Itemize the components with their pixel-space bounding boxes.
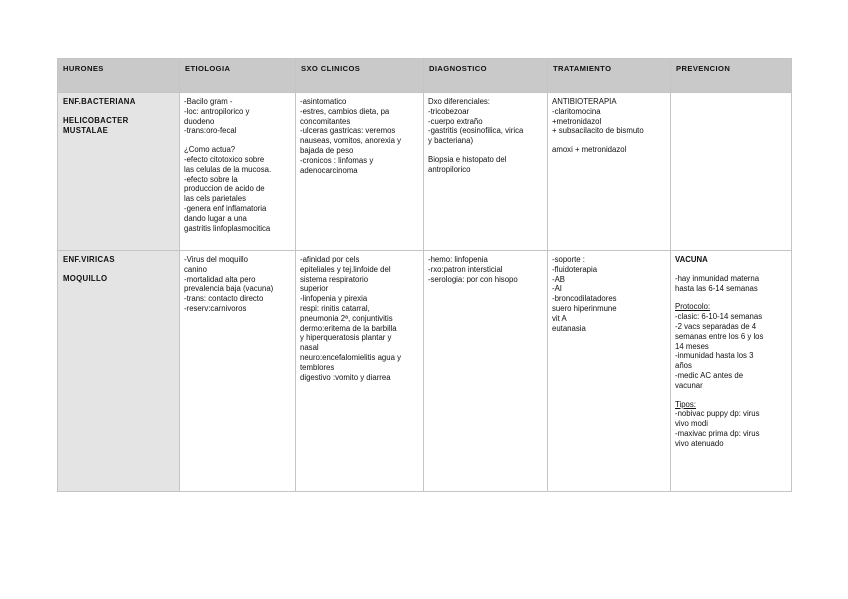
cell-line: -AI bbox=[552, 284, 562, 294]
diseases-table bbox=[57, 58, 792, 492]
cell-line: -serologia: por con hisopo bbox=[428, 274, 518, 284]
prevencion-cell bbox=[671, 93, 792, 251]
cell-line: -loc: antropilorico y bbox=[184, 106, 250, 116]
disease-subtitle: HELICOBACTER bbox=[63, 115, 129, 125]
text-group bbox=[552, 97, 666, 136]
cell-line: suero hiperinmune bbox=[552, 303, 617, 313]
header-hurones: HURONES bbox=[58, 59, 180, 93]
cell-line: años bbox=[675, 361, 692, 371]
etiologia-cell bbox=[180, 251, 296, 492]
diagnostico-cell bbox=[424, 251, 548, 492]
prevencion-cell bbox=[671, 251, 792, 492]
text-group bbox=[300, 255, 419, 382]
disease-subtitle: MOQUILLO bbox=[63, 273, 108, 283]
cell-line: duodeno bbox=[184, 116, 215, 126]
text-group bbox=[184, 145, 291, 233]
header-etiologia: ETIOLOGIA bbox=[180, 59, 296, 93]
cell-line: -broncodilatadores bbox=[552, 294, 617, 304]
cell-line: pneumonia 2ª, conjuntivitis bbox=[300, 313, 393, 323]
cell-line: Biopsia e histopato del bbox=[428, 154, 507, 164]
cell-line: + subsacilacito de bismuto bbox=[552, 126, 644, 136]
cell-line: -trans:oro-fecal bbox=[184, 126, 237, 136]
table-row bbox=[58, 93, 792, 251]
cell-line: nauseas, vomitos, anorexia y bbox=[300, 136, 401, 146]
cell-line: -trans: contacto directo bbox=[184, 294, 264, 304]
cell-line: bajada de peso bbox=[300, 145, 354, 155]
spacer bbox=[184, 136, 291, 145]
text-group bbox=[675, 312, 787, 390]
disease-subtitle: MUSTALAE bbox=[63, 125, 109, 135]
cell-line: vivo atenuado bbox=[675, 438, 724, 448]
cell-line: prevalencia baja (vacuna) bbox=[184, 284, 274, 294]
cell-line: -efecto citotoxico sobre bbox=[184, 154, 265, 164]
cell-line: ¿Como actua? bbox=[184, 145, 236, 155]
cell-line: -cronicos : linfomas y bbox=[300, 155, 374, 165]
diagnostico-cell bbox=[424, 93, 548, 251]
cell-line: -tricobezoar bbox=[428, 106, 470, 116]
cell-line: vit A bbox=[552, 313, 567, 323]
spacer bbox=[552, 136, 666, 145]
cell-line: -nobivac puppy dp: virus bbox=[675, 409, 760, 419]
etiologia-cell bbox=[180, 93, 296, 251]
cell-line: hasta las 6-14 semanas bbox=[675, 283, 758, 293]
cell-line: vivo modi bbox=[675, 419, 708, 429]
text-group bbox=[552, 145, 666, 155]
text-group bbox=[184, 255, 291, 314]
header-row bbox=[58, 59, 792, 93]
cell-line: -efecto sobre la bbox=[184, 174, 238, 184]
spacer bbox=[63, 265, 175, 274]
cell-line: ANTIBIOTERAPIA bbox=[552, 97, 617, 106]
cell-line: -Virus del moquillo bbox=[184, 255, 248, 264]
cell-line: +metronidazol bbox=[552, 116, 602, 126]
text-group bbox=[675, 274, 787, 294]
header-sxo-clinicos: SXO CLINICOS bbox=[296, 59, 424, 93]
spacer bbox=[63, 107, 175, 116]
cell-line: y bacteriana) bbox=[428, 136, 474, 146]
cell-line: -reserv:carnivoros bbox=[184, 303, 247, 313]
cell-line: superior bbox=[300, 284, 329, 294]
disease-title: ENF.VIRICAS bbox=[63, 255, 115, 264]
cell-line: -2 vacs separadas de 4 bbox=[675, 321, 757, 331]
cell-line: eutanasia bbox=[552, 323, 586, 333]
cell-line: y hiperqueratosis plantar y bbox=[300, 333, 392, 343]
cell-line: digestivo :vomito y diarrea bbox=[300, 372, 391, 382]
cell-line: -mortalidad alta pero bbox=[184, 274, 256, 284]
cell-line: -estres, cambios dieta, pa bbox=[300, 106, 390, 116]
cell-line: -fluidoterapia bbox=[552, 264, 598, 274]
cell-line: -hay inmunidad materna bbox=[675, 273, 760, 283]
cell-line: -linfopenia y pirexia bbox=[300, 294, 368, 304]
cell-line: las cels parietales bbox=[184, 194, 246, 204]
cell-line: Dxo diferenciales: bbox=[428, 97, 490, 106]
cell-line: -claritomocina bbox=[552, 106, 601, 116]
cell-line: vacunar bbox=[675, 380, 703, 390]
cell-line: concomitantes bbox=[300, 116, 351, 126]
cell-line: neuro:encefalomielitis agua y bbox=[300, 352, 401, 362]
tratamiento-cell bbox=[548, 93, 671, 251]
cell-line: canino bbox=[184, 264, 207, 274]
cell-line: produccion de acido de bbox=[184, 184, 265, 194]
spacer bbox=[675, 391, 787, 400]
disease-cell bbox=[58, 93, 180, 251]
header-prevencion: PREVENCION bbox=[671, 59, 792, 93]
cell-line: 14 meses bbox=[675, 341, 709, 351]
cell-line: respi: rinitis catarral, bbox=[300, 303, 370, 313]
header-tratamiento: TRATAMIENTO bbox=[548, 59, 671, 93]
spacer bbox=[675, 265, 787, 274]
spacer bbox=[428, 146, 543, 155]
text-group bbox=[428, 97, 543, 146]
cell-line: -gastritis (eosinofilica, virica bbox=[428, 126, 524, 136]
cell-line: dermo:eritema de la barbilla bbox=[300, 323, 397, 333]
cell-line: -hemo: linfopenia bbox=[428, 255, 488, 264]
tratamiento-cell bbox=[548, 251, 671, 492]
cell-line: -genera enf inflamatoria bbox=[184, 203, 267, 213]
types-heading: Tipos: bbox=[675, 399, 696, 409]
cell-line: -medic AC antes de bbox=[675, 370, 744, 380]
cell-line: -Bacilo gram - bbox=[184, 97, 233, 106]
cell-line: gastritis linfoplasmocitica bbox=[184, 223, 271, 233]
cell-line: las celulas de la mucosa. bbox=[184, 164, 272, 174]
header-diagnostico: DIAGNOSTICO bbox=[424, 59, 548, 93]
text-group bbox=[184, 97, 291, 136]
cell-line: dando lugar a una bbox=[184, 213, 247, 223]
text-group bbox=[428, 255, 543, 284]
cell-line: -AB bbox=[552, 274, 565, 284]
cell-line: -clasic: 6-10-14 semanas bbox=[675, 312, 763, 322]
cell-line: adenocarcinoma bbox=[300, 165, 358, 175]
cell-line: -asintomatico bbox=[300, 97, 347, 106]
prevention-title: VACUNA bbox=[675, 255, 708, 264]
cell-line: -ulceras gastricas: veremos bbox=[300, 126, 396, 136]
text-group bbox=[675, 409, 787, 448]
cell-line: -inmunidad hasta los 3 bbox=[675, 351, 754, 361]
cell-line: -soporte : bbox=[552, 255, 585, 264]
table-row bbox=[58, 251, 792, 492]
text-group bbox=[428, 155, 543, 175]
cell-line: -rxo:patron intersticial bbox=[428, 264, 503, 274]
sxo-cell bbox=[296, 93, 424, 251]
cell-line: sistema respiratorio bbox=[300, 274, 369, 284]
sxo-cell bbox=[296, 251, 424, 492]
cell-line: antropilorico bbox=[428, 164, 471, 174]
text-group bbox=[552, 255, 666, 333]
cell-line: semanas entre los 6 y los bbox=[675, 331, 764, 341]
cell-line: temblores bbox=[300, 362, 335, 372]
disease-cell bbox=[58, 251, 180, 492]
cell-line: -cuerpo extraño bbox=[428, 116, 483, 126]
cell-line: -afinidad por cels bbox=[300, 255, 360, 264]
cell-line: nasal bbox=[300, 343, 319, 353]
protocol-heading: Protocolo: bbox=[675, 302, 711, 312]
cell-line: epiteliales y tej.linfoide del bbox=[300, 264, 391, 274]
cell-line: amoxi + metronidazol bbox=[552, 145, 627, 155]
cell-line: -maxivac prima dp: virus bbox=[675, 428, 760, 438]
spacer bbox=[675, 293, 787, 302]
disease-title: ENF.BACTERIANA bbox=[63, 97, 136, 106]
text-group bbox=[300, 97, 419, 175]
